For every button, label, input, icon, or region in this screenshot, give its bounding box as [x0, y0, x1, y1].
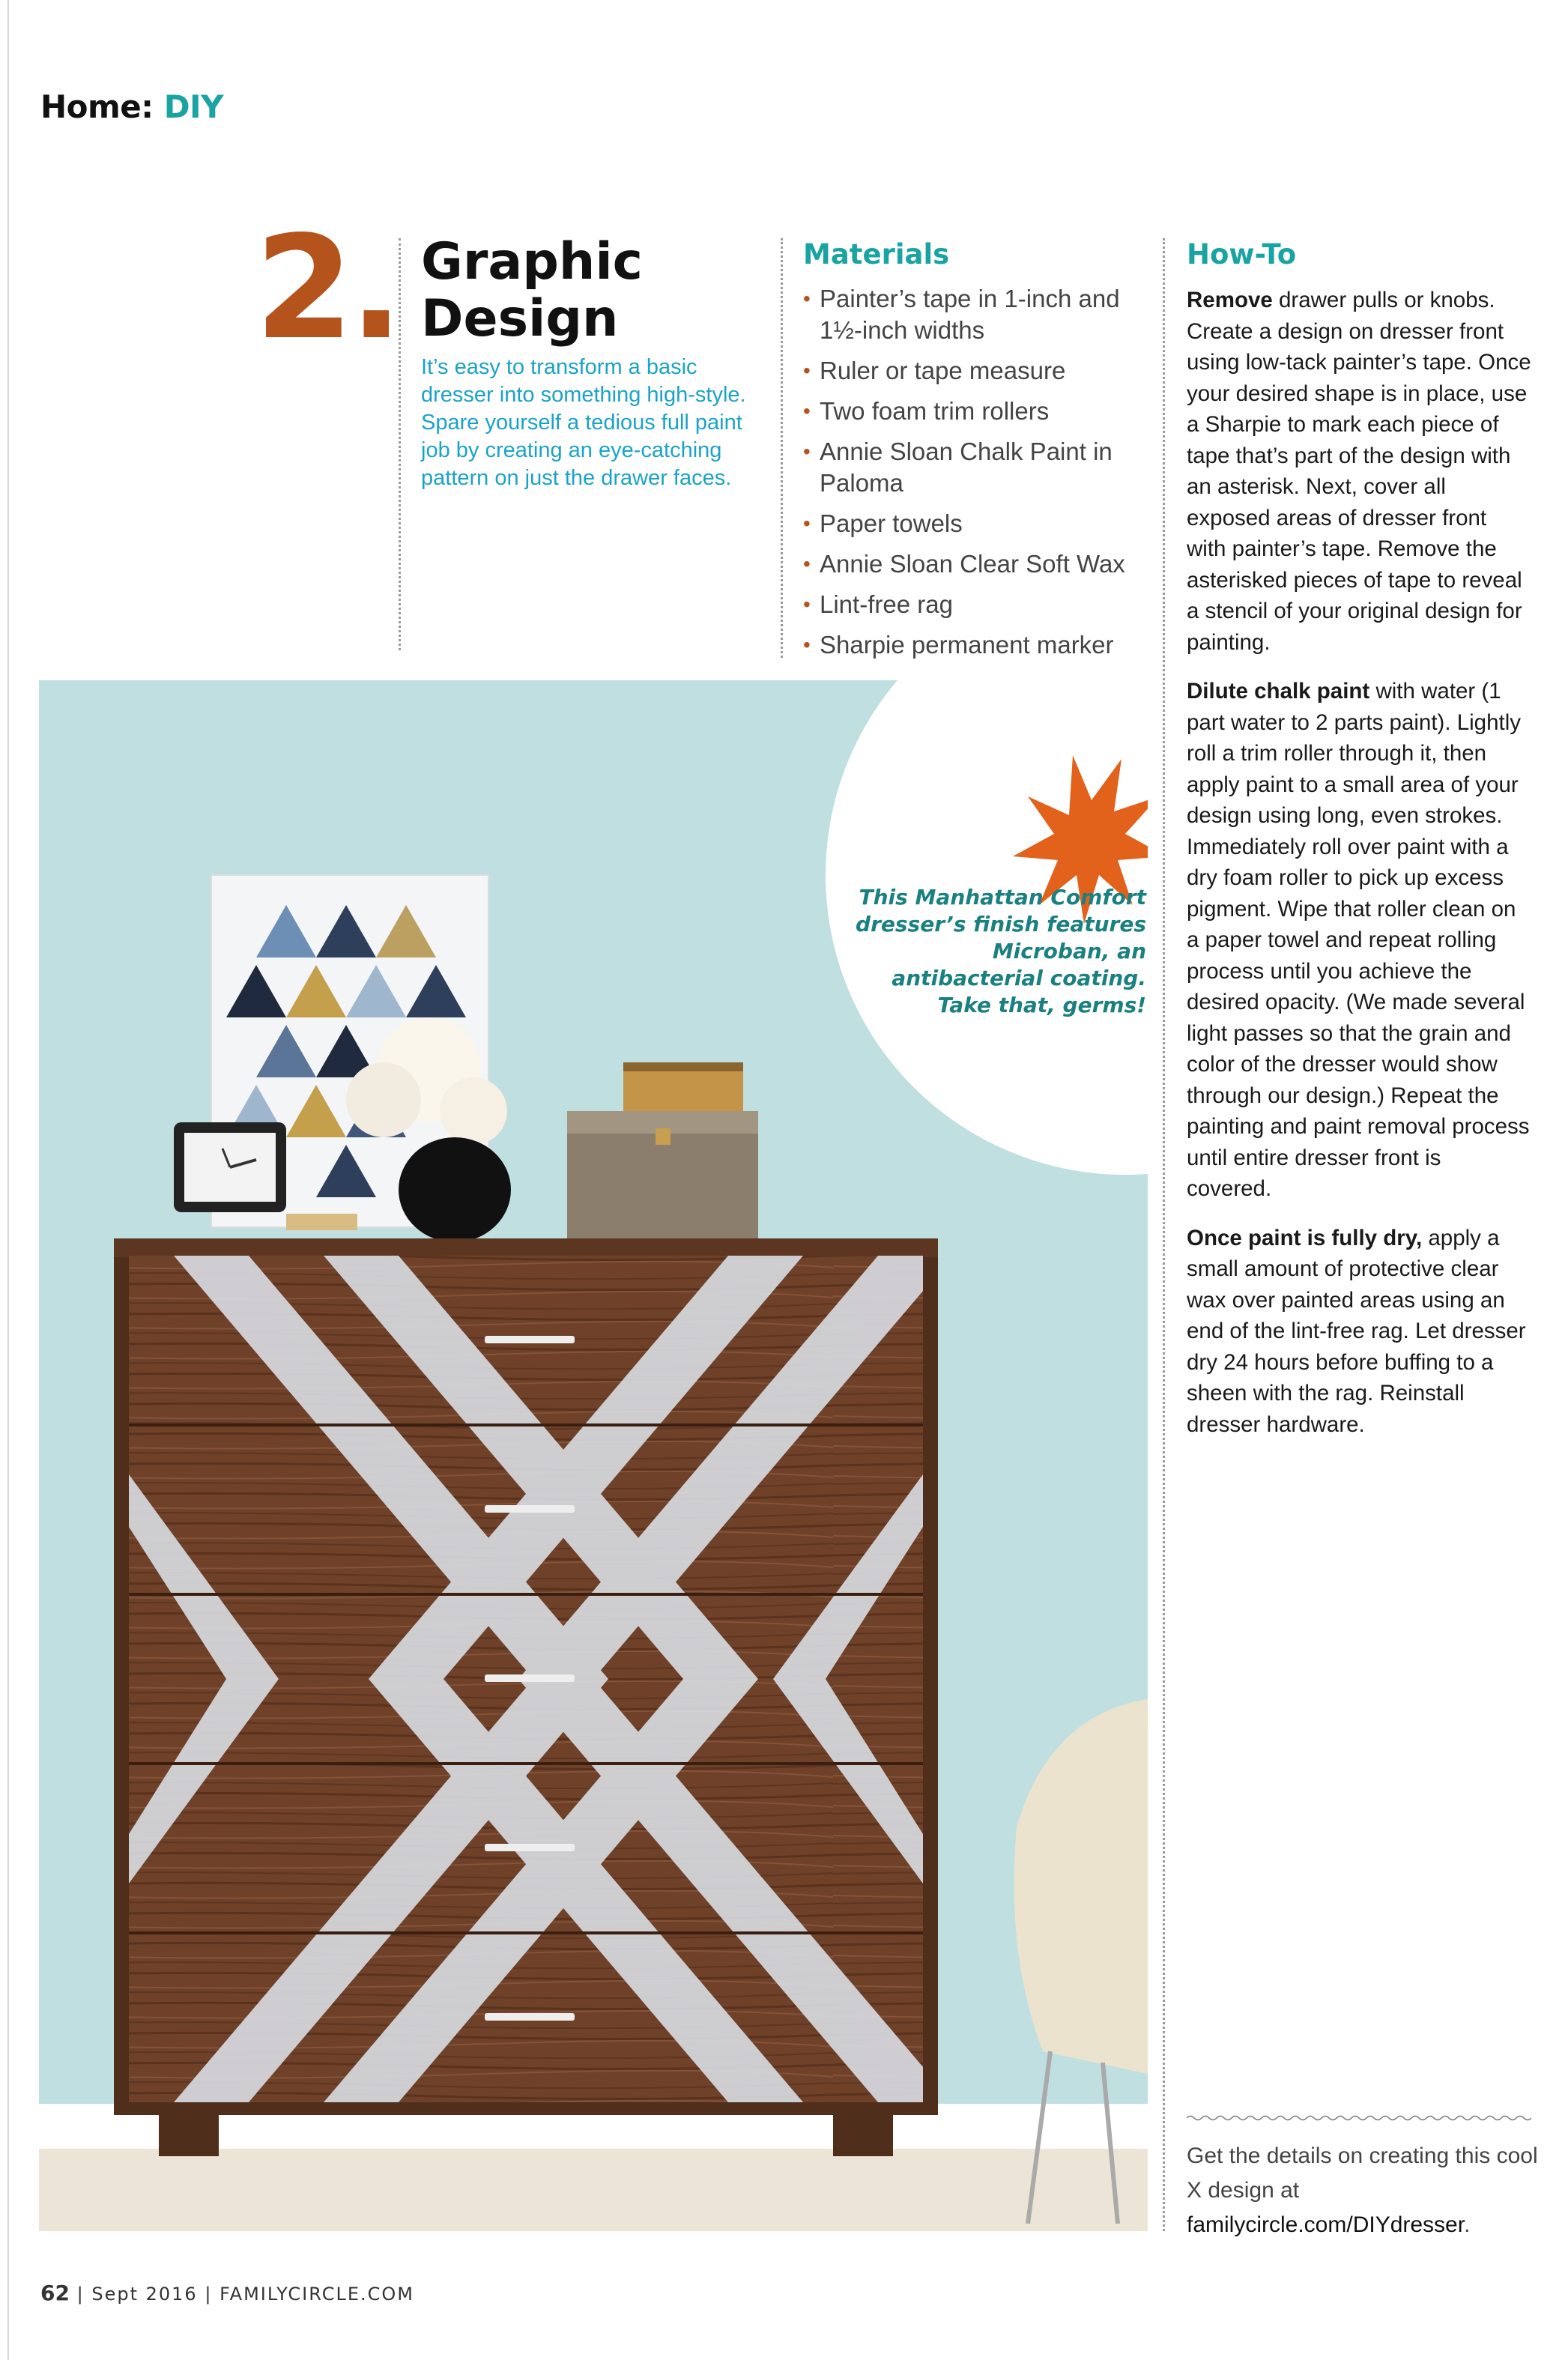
page-number: 62 [40, 2281, 70, 2305]
materials-item: • Two foam trim rollers [803, 396, 1155, 427]
title-line-1: Graphic [421, 232, 643, 291]
materials-item: • Painter’s tape in 1-inch and 1½-inch widths [803, 283, 1155, 346]
project-title [421, 234, 736, 348]
vase [399, 1137, 511, 1242]
divider-howto [1163, 238, 1165, 2231]
page-footer [40, 2281, 414, 2305]
howto-step-3 [1187, 1223, 1531, 1441]
floor [39, 2149, 1148, 2231]
step-lead: Remove [1187, 288, 1273, 312]
step-text: drawer pulls or knobs. Create a design on dresser front using low-tack painter’s tape. Once your desired shape is in place, use a Sharpie to mark each piece of tape that’s part of the design with an asterisk. Next, cover all exposed areas of dresser front with painter’s tape. Remove the asterisked pieces of tape to reveal a stencil of your original design for painting. [1187, 288, 1531, 655]
issue-date: Sept 2016 [91, 2284, 198, 2305]
footer-separator: | [205, 2284, 213, 2305]
step-text: with water (1 part water to 2 parts paint). Lightly roll a trim roller through it, then apply paint to a small area of your design using long, even strokes. Immediately roll over paint with a dry foam roller to pick up excess pigment. Wipe that roller clean on a paper towel and repeat rolling process until you achieve the desired opacity. (We made several light passes so that the grain and color of the dresser would show through our design.) Repeat the painting and paint removal process until entire dresser front is covered. [1187, 679, 1530, 1201]
divider-title [399, 238, 401, 650]
materials-item: • Annie Sloan Clear Soft Wax [803, 548, 1155, 580]
step-text: apply a small amount of protective clear wax over painted areas using an end of the lint-free rag. Let dresser dry 24 hours before buffing to a sheen with the rag. Reinstall dresser hardware. [1187, 1225, 1526, 1437]
divider-materials [781, 238, 783, 658]
project-intro: It’s easy to transform a basic dresser into something high-style. Spare yourself a tedious full paint job by creating an eye-catching pattern on just the drawer faces. [421, 355, 746, 490]
materials-item: • Ruler or tape measure [803, 355, 1155, 387]
dresser-top [114, 1238, 938, 1257]
small-box [286, 1214, 357, 1230]
more-info [1187, 2139, 1539, 2242]
howto-steps [1187, 285, 1531, 1458]
materials-list [803, 283, 1155, 670]
howto-step-2 [1187, 676, 1531, 1205]
step-lead: Dilute chalk paint [1187, 679, 1370, 704]
section-name: Home: [40, 88, 154, 125]
step-lead: Once paint is fully dry, [1187, 1225, 1423, 1250]
footer-separator: | [76, 2284, 85, 2305]
more-info-period: . [1464, 2212, 1471, 2237]
howto-heading: How-To [1187, 238, 1297, 270]
page-edge-rule [7, 0, 9, 2360]
magazine-url: FAMILYCIRCLE.COM [220, 2284, 415, 2305]
howto-step-1 [1187, 285, 1531, 658]
more-info-link[interactable]: familycircle.com/DIYdresser [1187, 2212, 1465, 2237]
materials-item: • Paper towels [803, 508, 1155, 539]
dresser-leg [833, 2115, 893, 2156]
dresser-leg [159, 2115, 219, 2156]
title-line-2: Design [421, 289, 619, 348]
materials-item: • Lint-free rag [803, 589, 1155, 620]
project-number: 2. [255, 205, 399, 371]
materials-item: • Sharpie permanent marker [803, 629, 1155, 661]
materials-heading: Materials [803, 238, 950, 270]
section-label [40, 88, 223, 125]
materials-item: • Annie Sloan Chalk Paint in Paloma [803, 436, 1155, 499]
section-category: DIY [163, 88, 224, 125]
photo-callout: This Manhattan Comfort dresser’s finish features Microban, an antibacterial coating. Take that, germs! [856, 885, 1146, 1017]
wavy-divider [1187, 2114, 1531, 2122]
more-info-text: Get the details on creating this cool X design at [1187, 2143, 1538, 2203]
